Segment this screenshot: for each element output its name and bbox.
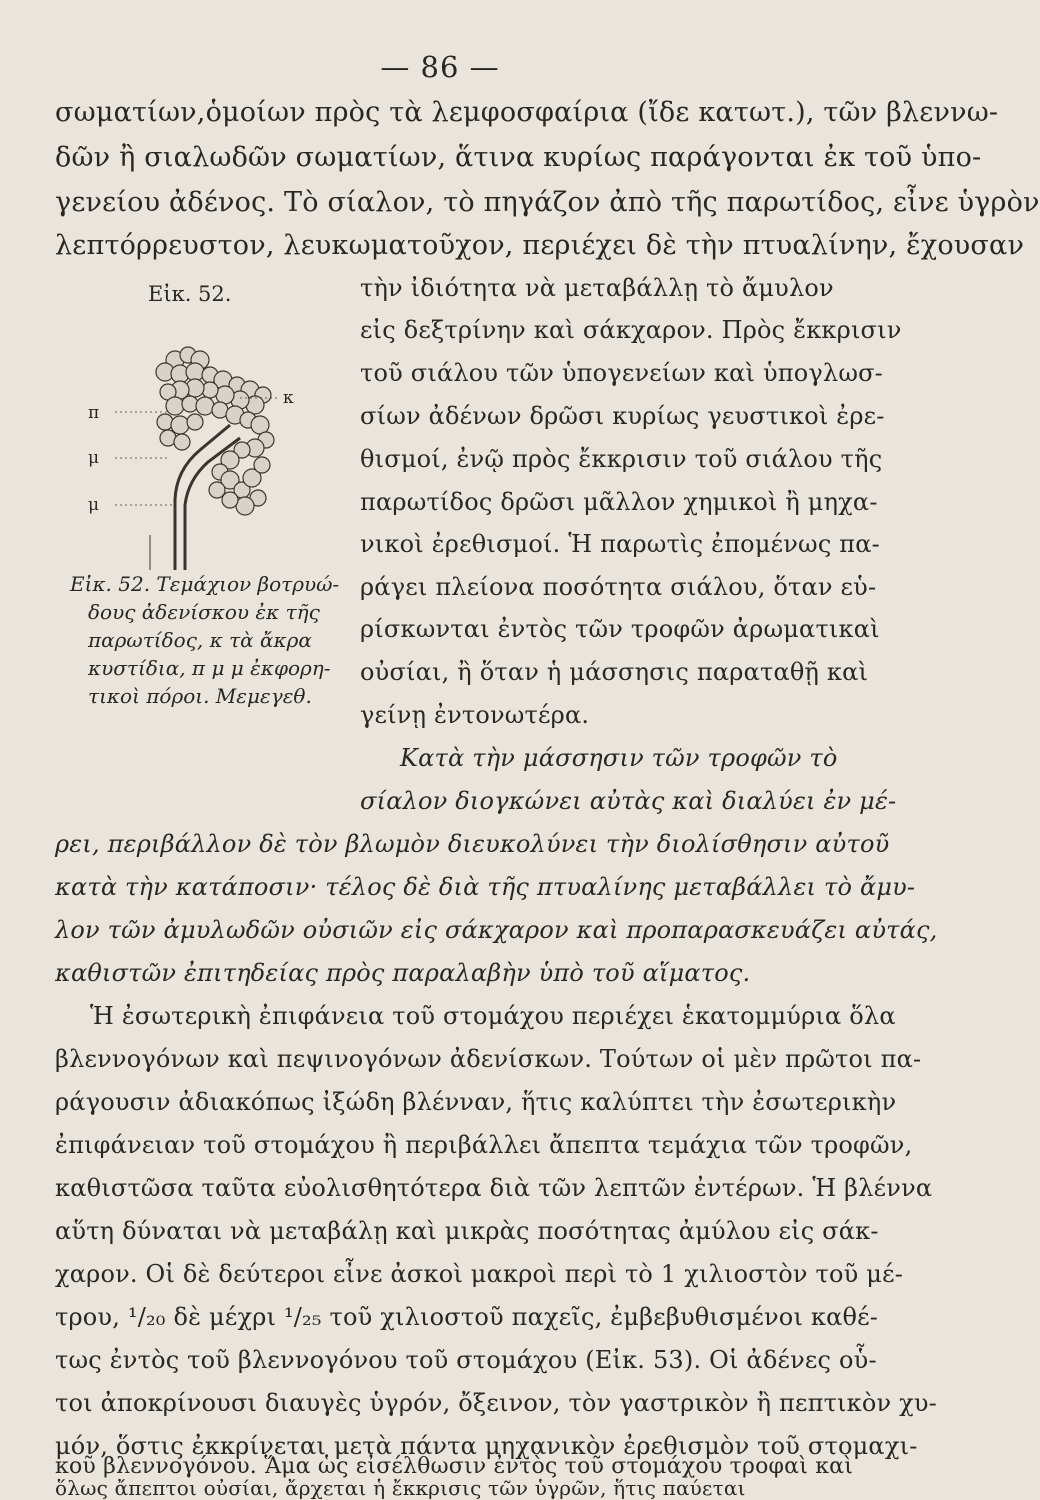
- caption-line-1: Εἰκ. 52. Τεμάχιον βοτρυώ-: [70, 572, 340, 596]
- text-line-13: ρίσκωνται ἐντὸς τῶν τροφῶν ἀρωματικαὶ: [360, 615, 880, 643]
- text-line-19: κατὰ τὴν κατάποσιν· τέλος δὲ διὰ τῆς πτυαλίνης μεταβάλλει τὸ ἄμυ-: [55, 873, 916, 901]
- caption-line-3: παρωτίδος, κ τὰ ἄκρα: [88, 628, 312, 652]
- text-line-16: Κατὰ τὴν μάσσησιν τῶν τροφῶν τὸ: [400, 744, 838, 772]
- text-line-31: τοι ἀποκρίνουσι διαυγὲς ὑγρόν, ὄξεινον, τὸν γαστρικὸν ἢ πεπτικὸν χυ-: [55, 1389, 937, 1417]
- text-line-17: σίαλον διογκώνει αὐτὰς καὶ διαλύει ἐν μέ-: [360, 787, 897, 815]
- text-line-3: γενείου ἀδένος. Τὸ σίαλον, τὸ πηγάζον ἀπὸ τῆς παρωτίδος, εἶνε ὑγρὸν: [55, 187, 1040, 218]
- text-line-9: θισμοί, ἐνῷ πρὸς ἔκκρισιν τοῦ σιάλου τῆς: [360, 445, 883, 473]
- text-line-18: ρει, περιβάλλον δὲ τὸν βλωμὸν διευκολύνει τὴν διολίσθησιν αὐτοῦ: [55, 830, 890, 858]
- text-line-28: χαρον. Οἱ δὲ δεύτεροι εἶνε ἀσκοὶ μακροὶ περὶ τὸ 1 χιλιοστὸν τοῦ μέ-: [55, 1260, 904, 1288]
- text-line-26: καθιστῶσα ταῦτα εὐολισθητότερα διὰ τῶν λεπτῶν ἐντέρων. Ἡ βλέννα: [55, 1174, 933, 1202]
- text-line-4: λεπτόρρευστον, λευκωματοῦχον, περιέχει δὲ τὴν πτυαλίνην, ἔχουσαν: [55, 230, 1025, 261]
- text-line-12: ράγει πλείονα ποσότητα σιάλου, ὅταν εὑ-: [360, 573, 877, 601]
- page-number: — 86 —: [380, 50, 500, 84]
- text-line-15: γείνῃ ἐντονωτέρα.: [360, 701, 590, 729]
- text-line-30: τως ἐντὸς τοῦ βλεννογόνου τοῦ στομάχου (Εἰκ. 53). Οἱ ἀδένες οὗ-: [55, 1346, 877, 1374]
- caption-line-4: κυστίδια, π μ μ ἐκφορη-: [88, 656, 331, 680]
- text-line-10: παρωτίδος δρῶσι μᾶλλον χημικοὶ ἢ μηχα-: [360, 488, 878, 516]
- text-line-11: νικοὶ ἐρεθισμοί. Ἡ παρωτὶς ἐπομένως πα-: [360, 530, 880, 558]
- label-pi: π: [88, 403, 100, 423]
- text-line-14: οὐσίαι, ἢ ὅταν ἡ μάσσησις παραταθῇ καὶ: [360, 658, 869, 686]
- gland-figure: [80, 330, 300, 575]
- text-line-2: δῶν ἢ σιαλωδῶν σωματίων, ἅτινα κυρίως παράγονται ἐκ τοῦ ὑπο-: [55, 142, 982, 173]
- text-line-5: τὴν ἰδιότητα νὰ μεταβάλλῃ τὸ ἄμυλον: [360, 274, 834, 302]
- text-line-8: σίων ἀδένων δρῶσι κυρίως γευστικοὶ ἐρε-: [360, 402, 885, 430]
- text-line-29: τρου, ¹/₂₀ δὲ μέχρι ¹/₂₅ τοῦ χιλιοστοῦ παχεῖς, ἐμβεβυθισμένοι καθέ-: [55, 1303, 879, 1331]
- text-line-32: μόν, ὅστις ἐκκρίνεται μετὰ πάντα μηχανικὸν ἐρεθισμὸν τοῦ στομαχι-: [55, 1432, 918, 1460]
- text-line-6: εἰς δεξτρίνην καὶ σάκχαρον. Πρὸς ἔκκρισιν: [360, 316, 902, 344]
- caption-line-5: τικοὶ πόροι. Μεμεγεθ.: [88, 684, 312, 708]
- text-line-23: βλεννογόνων καὶ πεψινογόνων ἀδενίσκων. Τούτων οἱ μὲν πρῶτοι πα-: [55, 1045, 922, 1073]
- text-line-34: ὅλως ἄπεπτοι οὐσίαι, ἄρχεται ἡ ἔκκρισις τῶν ὑγρῶν, ἥτις παύεται: [55, 1476, 746, 1500]
- text-line-21: καθιστῶν ἐπιτηδείας πρὸς παραλαβὴν ὑπὸ τοῦ αἵματος.: [55, 959, 751, 987]
- label-mu-2: μ: [88, 495, 100, 515]
- text-line-1: σωματίων,ὁμοίων πρὸς τὰ λεμφοσφαίρια (ἴδε κατωτ.), τῶν βλεννω-: [55, 97, 999, 128]
- label-kappa: κ: [283, 388, 294, 408]
- text-line-25: ἐπιφάνειαν τοῦ στομάχου ἢ περιβάλλει ἄπεπτα τεμάχια τῶν τροφῶν,: [55, 1131, 913, 1159]
- text-line-27: αὕτη δύναται νὰ μεταβάλῃ καὶ μικρὰς ποσότητας ἀμύλου εἰς σάκ-: [55, 1217, 879, 1245]
- text-line-20: λον τῶν ἀμυλωδῶν οὐσιῶν εἰς σάκχαρον καὶ προπαρασκευάζει αὐτάς,: [55, 916, 938, 944]
- text-line-24: ράγουσιν ἀδιακόπως ἰξώδη βλένναν, ἥτις καλύπτει τὴν ἐσωτερικὴν: [55, 1088, 897, 1116]
- caption-line-2: δους ἀδενίσκου ἐκ τῆς: [88, 600, 320, 624]
- text-line-7: τοῦ σιάλου τῶν ὑπογενείων καὶ ὑπογλωσ-: [360, 359, 883, 387]
- label-mu-1: μ: [88, 448, 100, 468]
- text-line-22: Ἡ ἐσωτερικὴ ἐπιφάνεια τοῦ στομάχου περιέχει ἑκατομμύρια ὅλα: [90, 1002, 896, 1030]
- figure-label: Εἰκ. 52.: [148, 282, 232, 306]
- text-line-33: κοῦ βλεννογόνου. Ἅμα ὡς εἰσέλθωσιν ἐντὸς τοῦ στομάχου τροφαὶ καὶ: [55, 1454, 854, 1479]
